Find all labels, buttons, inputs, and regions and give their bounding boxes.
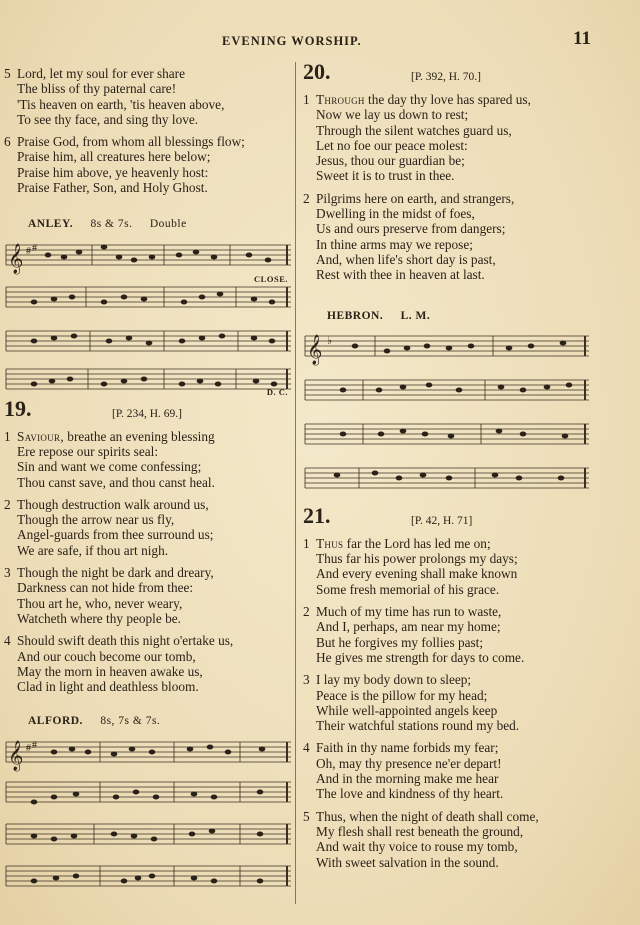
hymn-reference: [P. 42, H. 71] (411, 514, 473, 527)
svg-text:#: # (26, 245, 31, 257)
verse-line: Praise him, all creatures here below; (17, 149, 211, 165)
verse-line: While well-appointed angels keep (316, 702, 498, 718)
verse-line: Though the arrow near us fly, (17, 512, 175, 528)
music-staff (4, 281, 292, 315)
hymn-heading (4, 395, 292, 429)
verse-line: Us and ours preserve from dangers; (316, 221, 506, 237)
verse-line: Praise Father, Son, and Holy Ghost. (17, 180, 208, 196)
verse-line: He gives me strength for days to come. (316, 649, 525, 665)
tune-heading-hebron (303, 309, 635, 324)
tune-name: ANLEY. (28, 218, 74, 231)
stanza-number: 4 (303, 740, 310, 756)
hymn-reference: [P. 234, H. 69.] (112, 407, 182, 420)
stanza-number: 1 (303, 535, 310, 551)
verse-line: Sin and want we come confessing; (17, 459, 202, 475)
stanza-number: 5 (303, 808, 310, 824)
verse-line: The bliss of thy paternal care! (17, 81, 177, 97)
verse-line: Thou art he, who, never weary, (17, 595, 183, 611)
stanza (303, 672, 635, 733)
first-word: Saviour, (17, 428, 64, 444)
music-staff (4, 730, 292, 774)
verse-line: Now we lay us down to rest; (316, 107, 469, 123)
stanza (303, 604, 635, 665)
verse-line: Though destruction walk around us, (17, 496, 209, 512)
verse-line: Jesus, thou our guardian be; (316, 153, 465, 169)
svg-text:#: # (32, 242, 37, 254)
svg-text:𝄞: 𝄞 (8, 243, 24, 274)
verse-line: And, when life's short day is past, (316, 251, 496, 267)
stanza (4, 66, 292, 127)
verse-line: Pilgrims here on earth, and strangers, (316, 190, 515, 206)
verse-line: far the Lord has led me on; (343, 535, 491, 551)
verse-line: And in the morning make me hear (316, 771, 499, 787)
stanza (4, 497, 292, 558)
tune-metre: 8s & 7s. (90, 218, 133, 231)
music-staff (4, 363, 292, 397)
stanza-number: 1 (303, 92, 310, 107)
music-staff (303, 374, 591, 408)
stanza (4, 429, 292, 490)
verse-line: Some fresh memorial of his grace. (316, 581, 500, 597)
music-staff (4, 860, 292, 894)
music-staff (303, 462, 591, 496)
verse-line: And I, perhaps, am near my home; (316, 619, 501, 635)
verse-line: Much of my time has run to waste, (316, 604, 502, 620)
tune-heading-alford (4, 714, 292, 729)
verse-line: the day thy love has spared us, (364, 92, 531, 107)
verse-line: I lay my body down to sleep; (316, 672, 472, 688)
stanza (303, 92, 635, 184)
svg-text:#: # (26, 742, 31, 754)
stanza-number: 3 (4, 565, 11, 581)
music-staff (4, 233, 292, 277)
svg-text:#: # (32, 739, 37, 751)
stanza-number: 6 (4, 134, 11, 150)
verse-line: Peace is the pillow for my head; (316, 687, 488, 703)
music-staff (4, 818, 292, 852)
stanza (4, 633, 292, 694)
music-staff (303, 324, 591, 368)
verse-line: Oh, may thy presence ne'er depart! (316, 755, 502, 771)
verse-line: Sweet it is to trust in thee. (316, 168, 455, 184)
verse-line: Rest with thee in heaven at last. (316, 267, 485, 283)
dc-mark: D. C. (266, 386, 288, 397)
tune-name: ALFORD. (28, 715, 83, 728)
verse-line: And our couch become our tomb, (17, 648, 196, 664)
verse-line: Watcheth where thy people be. (17, 610, 181, 626)
hymn-number: 21. (303, 502, 331, 528)
close-mark: CLOSE. (254, 273, 288, 284)
left-column (4, 66, 292, 894)
tune-metre: 8s, 7s & 7s. (100, 715, 161, 728)
verse-line: And wait thy voice to rouse my tomb, (316, 839, 518, 855)
page-number: 11 (573, 28, 591, 49)
verse-line: Ere repose our spirits seal: (17, 443, 159, 459)
verse-line: breathe an evening blessing (63, 428, 215, 444)
right-column (303, 59, 635, 877)
svg-text:𝄞: 𝄞 (8, 740, 24, 771)
stanza-number: 5 (4, 66, 11, 81)
stanza (303, 536, 635, 597)
verse-line: Thus, when the night of death shall come, (316, 808, 539, 824)
stanza (4, 565, 292, 626)
hymn-heading (303, 59, 635, 92)
verse-line: With sweet salvation in the sound. (316, 854, 499, 870)
verse-line: The love and kindness of thy heart. (316, 786, 504, 802)
verse-line: Dwelling in the midst of foes, (316, 206, 475, 222)
hymn-number: 20. (303, 59, 331, 84)
first-word: Thus (316, 535, 344, 551)
stanza (4, 134, 292, 195)
verse-line: To see thy face, and sing thy love. (17, 111, 199, 127)
music-staff (4, 325, 292, 359)
hymn-20 (303, 59, 635, 283)
verse-line: Faith in thy name forbids my fear; (316, 740, 499, 756)
verse-line: My flesh shall rest beneath the ground, (316, 823, 524, 839)
verse-line: May the morn in heaven awake us, (17, 663, 203, 679)
music-anley (4, 233, 292, 397)
page-header (0, 28, 640, 52)
verse-line: Though the night be dark and dreary, (17, 565, 214, 581)
verse-line: 'Tis heaven on earth, 'tis heaven above, (17, 96, 225, 112)
stanza-number: 4 (4, 633, 11, 649)
verse-line: But he forgives my follies past; (316, 634, 484, 650)
verse-line: And every evening shall make known (316, 566, 518, 582)
verse-line: Clad in light and deathless bloom. (17, 679, 199, 695)
music-staff (4, 776, 292, 810)
verse-line: In thine arms may we repose; (316, 236, 473, 252)
stanza (303, 809, 635, 870)
tune-metre: L. M. (400, 309, 431, 322)
verse-line: Thou canst save, and thou canst heal. (17, 474, 215, 490)
column-divider (295, 62, 296, 904)
stanza (303, 191, 635, 283)
hymn-21 (303, 502, 635, 870)
verse-line: Through the silent watches guard us, (316, 122, 512, 138)
stanza-number: 2 (303, 604, 310, 620)
verse-line: Lord, let my soul for ever share (17, 66, 186, 81)
running-title: EVENING WORSHIP. (222, 34, 362, 48)
music-alford (4, 730, 292, 894)
tune-name: HEBRON. (327, 309, 384, 322)
music-staff (303, 418, 591, 452)
verse-line: Darkness can not hide from thee: (17, 580, 194, 596)
verse-line: Should swift death this night o'ertake us, (17, 633, 234, 649)
stanza-number: 1 (4, 428, 11, 444)
stanza-number: 3 (303, 672, 310, 688)
verse-line: Praise God, from whom all blessings flow; (17, 134, 245, 150)
verse-line: Their watchful stations round my bed. (316, 718, 520, 734)
hymn-19 (4, 395, 292, 695)
tune-heading-anley (4, 217, 292, 232)
music-hebron (303, 324, 591, 496)
verse-line: We are safe, if thou art nigh. (17, 542, 169, 558)
svg-text:♭: ♭ (327, 334, 333, 347)
hymn-reference: [P. 392, H. 70.] (411, 71, 481, 83)
tune-extra: Double (149, 218, 187, 231)
hymn-heading (303, 502, 635, 536)
stanza-number: 2 (303, 190, 310, 206)
verse-line: Let no foe our peace molest: (316, 137, 468, 153)
stanza (303, 740, 635, 801)
verse-line: Angel-guards from thee surround us; (17, 527, 214, 543)
hymn-18-continuation (4, 66, 292, 195)
verse-line: Praise him above, ye heavenly host: (17, 164, 209, 180)
hymn-number: 19. (4, 395, 32, 421)
verse-line: Thus far his power prolongs my days; (316, 551, 518, 567)
first-word: Through (316, 92, 365, 107)
stanza-number: 2 (4, 496, 11, 512)
svg-text:𝄞: 𝄞 (307, 334, 323, 365)
